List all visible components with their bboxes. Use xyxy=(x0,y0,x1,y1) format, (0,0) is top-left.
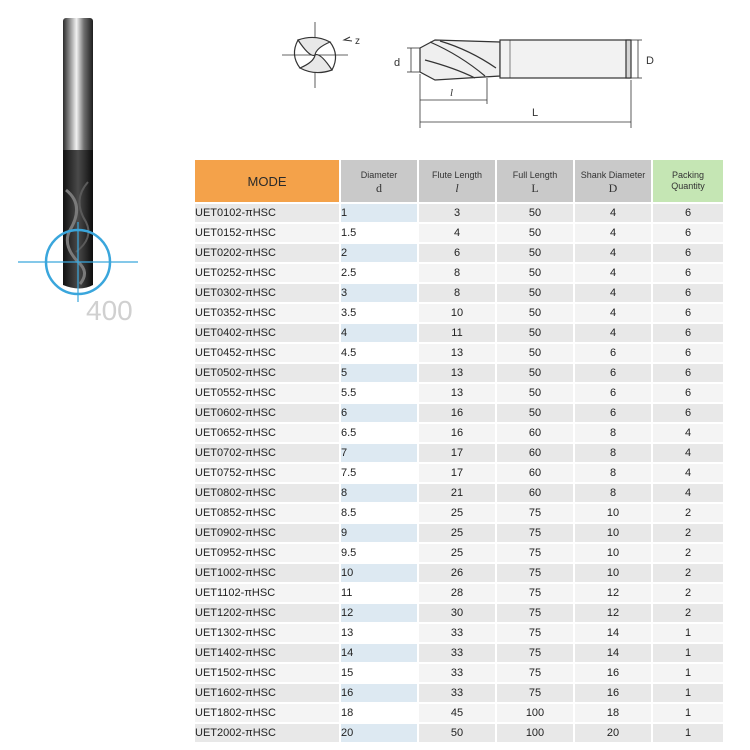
header-diameter-symbol: d xyxy=(376,180,382,195)
cell-packing-quantity: 6 xyxy=(653,204,723,222)
cell-shank-diameter: 4 xyxy=(575,224,651,242)
cell-shank-diameter: 6 xyxy=(575,384,651,402)
cell-shank-diameter: 8 xyxy=(575,484,651,502)
cell-model: UET1602-πHSC xyxy=(195,684,339,702)
cell-model: UET0852-πHSC xyxy=(195,504,339,522)
cell-diameter: 13 xyxy=(341,624,417,642)
cell-packing-quantity: 6 xyxy=(653,344,723,362)
side-view xyxy=(420,40,631,80)
table-row xyxy=(195,264,723,282)
cell-packing-quantity: 1 xyxy=(653,724,723,742)
cell-diameter: 8 xyxy=(341,484,417,502)
cell-full-length: 60 xyxy=(497,424,573,442)
cell-full-length: 50 xyxy=(497,384,573,402)
header-shank-diameter xyxy=(575,160,651,202)
cell-diameter: 12 xyxy=(341,604,417,622)
cell-packing-quantity: 1 xyxy=(653,644,723,662)
cell-packing-quantity: 2 xyxy=(653,504,723,522)
label-L: L xyxy=(532,107,539,119)
cell-shank-diameter: 16 xyxy=(575,684,651,702)
cell-flute-length: 26 xyxy=(419,564,495,582)
table-row xyxy=(195,244,723,262)
cell-full-length: 50 xyxy=(497,264,573,282)
cell-packing-quantity: 6 xyxy=(653,224,723,242)
cell-shank-diameter: 8 xyxy=(575,464,651,482)
cell-shank-diameter: 14 xyxy=(575,624,651,642)
cell-shank-diameter: 18 xyxy=(575,704,651,722)
cell-shank-diameter: 4 xyxy=(575,244,651,262)
cell-shank-diameter: 16 xyxy=(575,664,651,682)
label-z: z xyxy=(355,36,360,47)
table-row xyxy=(195,664,723,682)
cell-diameter: 5 xyxy=(341,364,417,382)
cell-diameter: 4 xyxy=(341,324,417,342)
cell-full-length: 75 xyxy=(497,644,573,662)
cell-packing-quantity: 1 xyxy=(653,624,723,642)
cell-model: UET0702-πHSC xyxy=(195,444,339,462)
cell-full-length: 60 xyxy=(497,444,573,462)
cell-flute-length: 11 xyxy=(419,324,495,342)
cell-flute-length: 4 xyxy=(419,224,495,242)
cell-model: UET0752-πHSC xyxy=(195,464,339,482)
cell-diameter: 9.5 xyxy=(341,544,417,562)
cell-packing-quantity: 6 xyxy=(653,324,723,342)
table-row xyxy=(195,444,723,462)
cell-flute-length: 25 xyxy=(419,524,495,542)
cell-model: UET1302-πHSC xyxy=(195,624,339,642)
cell-packing-quantity: 2 xyxy=(653,604,723,622)
cell-model: UET0352-πHSC xyxy=(195,304,339,322)
cell-shank-diameter: 20 xyxy=(575,724,651,742)
cell-model: UET1402-πHSC xyxy=(195,644,339,662)
header-packing-label: Packing xyxy=(671,170,705,180)
cell-diameter: 15 xyxy=(341,664,417,682)
cell-full-length: 75 xyxy=(497,584,573,602)
header-flute-length-symbol: l xyxy=(455,180,459,195)
cell-packing-quantity: 1 xyxy=(653,704,723,722)
cell-shank-diameter: 12 xyxy=(575,604,651,622)
spec-table xyxy=(193,158,725,744)
cell-packing-quantity: 6 xyxy=(653,264,723,282)
cell-flute-length: 28 xyxy=(419,584,495,602)
cell-model: UET0402-πHSC xyxy=(195,324,339,342)
cell-flute-length: 16 xyxy=(419,424,495,442)
header-model-label: MODE xyxy=(247,173,287,189)
cell-diameter: 16 xyxy=(341,684,417,702)
cell-diameter: 7 xyxy=(341,444,417,462)
cell-shank-diameter: 6 xyxy=(575,364,651,382)
cell-model: UET1002-πHSC xyxy=(195,564,339,582)
header-full-length-label: Full Length xyxy=(512,169,558,180)
cell-packing-quantity: 1 xyxy=(653,684,723,702)
cell-model: UET0152-πHSC xyxy=(195,224,339,242)
header-packing-quantity xyxy=(653,160,723,202)
cell-full-length: 75 xyxy=(497,564,573,582)
cell-model: UET0902-πHSC xyxy=(195,524,339,542)
cell-packing-quantity: 6 xyxy=(653,364,723,382)
cell-model: UET1802-πHSC xyxy=(195,704,339,722)
cell-packing-quantity: 6 xyxy=(653,404,723,422)
cell-shank-diameter: 10 xyxy=(575,524,651,542)
cell-shank-diameter: 8 xyxy=(575,444,651,462)
table-row xyxy=(195,204,723,222)
table-row xyxy=(195,564,723,582)
cell-diameter: 6 xyxy=(341,404,417,422)
cell-packing-quantity: 2 xyxy=(653,584,723,602)
cell-model: UET0102-πHSC xyxy=(195,204,339,222)
cell-full-length: 60 xyxy=(497,484,573,502)
cell-shank-diameter: 8 xyxy=(575,424,651,442)
cell-full-length: 50 xyxy=(497,404,573,422)
cell-flute-length: 17 xyxy=(419,444,495,462)
cell-full-length: 75 xyxy=(497,684,573,702)
cell-packing-quantity: 6 xyxy=(653,384,723,402)
label-D: D xyxy=(646,55,654,67)
header-model xyxy=(195,160,339,202)
cell-model: UET0502-πHSC xyxy=(195,364,339,382)
header-full-length xyxy=(497,160,573,202)
table-row xyxy=(195,464,723,482)
technical-drawing xyxy=(270,10,670,135)
cell-full-length: 50 xyxy=(497,324,573,342)
cell-packing-quantity: 6 xyxy=(653,304,723,322)
table-row xyxy=(195,724,723,742)
table-row xyxy=(195,524,723,542)
cell-shank-diameter: 4 xyxy=(575,284,651,302)
cell-diameter: 7.5 xyxy=(341,464,417,482)
cell-full-length: 50 xyxy=(497,224,573,242)
cell-packing-quantity: 2 xyxy=(653,524,723,542)
cell-shank-diameter: 10 xyxy=(575,544,651,562)
cell-model: UET0952-πHSC xyxy=(195,544,339,562)
cell-diameter: 5.5 xyxy=(341,384,417,402)
cell-flute-length: 8 xyxy=(419,264,495,282)
cell-diameter: 11 xyxy=(341,584,417,602)
cell-flute-length: 6 xyxy=(419,244,495,262)
cell-model: UET0452-πHSC xyxy=(195,344,339,362)
cell-diameter: 18 xyxy=(341,704,417,722)
header-diameter-label: Diameter xyxy=(360,169,398,180)
table-row xyxy=(195,684,723,702)
cell-shank-diameter: 6 xyxy=(575,344,651,362)
cell-shank-diameter: 4 xyxy=(575,264,651,282)
cell-model: UET0302-πHSC xyxy=(195,284,339,302)
cell-flute-length: 16 xyxy=(419,404,495,422)
cell-model: UET0652-πHSC xyxy=(195,424,339,442)
table-header-row xyxy=(195,160,723,202)
table-row xyxy=(195,384,723,402)
table-row xyxy=(195,284,723,302)
table-row xyxy=(195,484,723,502)
cell-flute-length: 33 xyxy=(419,684,495,702)
table-row xyxy=(195,424,723,442)
end-mill-photo xyxy=(0,0,170,340)
cell-model: UET0202-πHSC xyxy=(195,244,339,262)
cell-shank-diameter: 10 xyxy=(575,564,651,582)
header-flute-length-label: Flute Length xyxy=(431,169,483,180)
table-row xyxy=(195,704,723,722)
cell-diameter: 2.5 xyxy=(341,264,417,282)
cell-diameter: 6.5 xyxy=(341,424,417,442)
cell-flute-length: 33 xyxy=(419,664,495,682)
cell-shank-diameter: 4 xyxy=(575,324,651,342)
cell-full-length: 100 xyxy=(497,724,573,742)
cell-full-length: 75 xyxy=(497,664,573,682)
cell-full-length: 75 xyxy=(497,604,573,622)
label-d: d xyxy=(394,57,401,69)
cell-full-length: 50 xyxy=(497,304,573,322)
cell-diameter: 14 xyxy=(341,644,417,662)
table-row xyxy=(195,504,723,522)
spec-table-body xyxy=(195,204,723,742)
header-flute-length xyxy=(419,160,495,202)
cell-packing-quantity: 4 xyxy=(653,424,723,442)
cell-flute-length: 10 xyxy=(419,304,495,322)
cell-flute-length: 25 xyxy=(419,544,495,562)
cell-flute-length: 45 xyxy=(419,704,495,722)
label-l: l xyxy=(450,87,454,99)
cell-model: UET0252-πHSC xyxy=(195,264,339,282)
cell-diameter: 8.5 xyxy=(341,504,417,522)
cell-full-length: 75 xyxy=(497,544,573,562)
cell-flute-length: 33 xyxy=(419,624,495,642)
cell-flute-length: 50 xyxy=(419,724,495,742)
table-row xyxy=(195,304,723,322)
table-row xyxy=(195,404,723,422)
header-shank-diameter-symbol: D xyxy=(608,180,618,195)
cell-full-length: 75 xyxy=(497,524,573,542)
header-shank-diameter-label: Shank Diameter xyxy=(580,169,646,180)
table-row xyxy=(195,364,723,382)
cell-full-length: 100 xyxy=(497,704,573,722)
cell-flute-length: 13 xyxy=(419,384,495,402)
table-row xyxy=(195,324,723,342)
cell-packing-quantity: 6 xyxy=(653,284,723,302)
end-view xyxy=(282,22,348,88)
cell-flute-length: 21 xyxy=(419,484,495,502)
cell-packing-quantity: 2 xyxy=(653,544,723,562)
cell-diameter: 20 xyxy=(341,724,417,742)
table-row xyxy=(195,224,723,242)
cell-model: UET0802-πHSC xyxy=(195,484,339,502)
cell-diameter: 1 xyxy=(341,204,417,222)
cell-model: UET0602-πHSC xyxy=(195,404,339,422)
table-row xyxy=(195,344,723,362)
cell-packing-quantity: 4 xyxy=(653,484,723,502)
table-row xyxy=(195,604,723,622)
size-badge: 400 xyxy=(86,295,133,326)
cell-flute-length: 13 xyxy=(419,344,495,362)
cell-flute-length: 3 xyxy=(419,204,495,222)
header-quantity-label: Quantity xyxy=(671,181,705,191)
cell-packing-quantity: 1 xyxy=(653,664,723,682)
cell-shank-diameter: 12 xyxy=(575,584,651,602)
cell-diameter: 1.5 xyxy=(341,224,417,242)
cell-flute-length: 30 xyxy=(419,604,495,622)
header-full-length-symbol: L xyxy=(531,180,539,195)
cell-packing-quantity: 4 xyxy=(653,444,723,462)
table-row xyxy=(195,584,723,602)
cell-shank-diameter: 10 xyxy=(575,504,651,522)
cell-flute-length: 25 xyxy=(419,504,495,522)
table-row xyxy=(195,544,723,562)
cell-diameter: 2 xyxy=(341,244,417,262)
cell-full-length: 50 xyxy=(497,204,573,222)
cell-full-length: 75 xyxy=(497,504,573,522)
cell-full-length: 60 xyxy=(497,464,573,482)
cell-diameter: 3 xyxy=(341,284,417,302)
cell-full-length: 50 xyxy=(497,244,573,262)
cell-diameter: 9 xyxy=(341,524,417,542)
table-row xyxy=(195,624,723,642)
table-row xyxy=(195,644,723,662)
cell-diameter: 4.5 xyxy=(341,344,417,362)
cell-packing-quantity: 4 xyxy=(653,464,723,482)
cell-flute-length: 17 xyxy=(419,464,495,482)
cell-model: UET1102-πHSC xyxy=(195,584,339,602)
cell-model: UET2002-πHSC xyxy=(195,724,339,742)
cell-flute-length: 8 xyxy=(419,284,495,302)
cell-full-length: 50 xyxy=(497,284,573,302)
cell-full-length: 50 xyxy=(497,364,573,382)
cell-diameter: 3.5 xyxy=(341,304,417,322)
cell-shank-diameter: 4 xyxy=(575,204,651,222)
header-diameter xyxy=(341,160,417,202)
cell-full-length: 50 xyxy=(497,344,573,362)
cell-diameter: 10 xyxy=(341,564,417,582)
cell-full-length: 75 xyxy=(497,624,573,642)
cell-flute-length: 13 xyxy=(419,364,495,382)
cell-model: UET1502-πHSC xyxy=(195,664,339,682)
cell-shank-diameter: 14 xyxy=(575,644,651,662)
cell-flute-length: 33 xyxy=(419,644,495,662)
cell-packing-quantity: 6 xyxy=(653,244,723,262)
cell-packing-quantity: 2 xyxy=(653,564,723,582)
cell-model: UET1202-πHSC xyxy=(195,604,339,622)
cell-model: UET0552-πHSC xyxy=(195,384,339,402)
cell-shank-diameter: 6 xyxy=(575,404,651,422)
cell-shank-diameter: 4 xyxy=(575,304,651,322)
